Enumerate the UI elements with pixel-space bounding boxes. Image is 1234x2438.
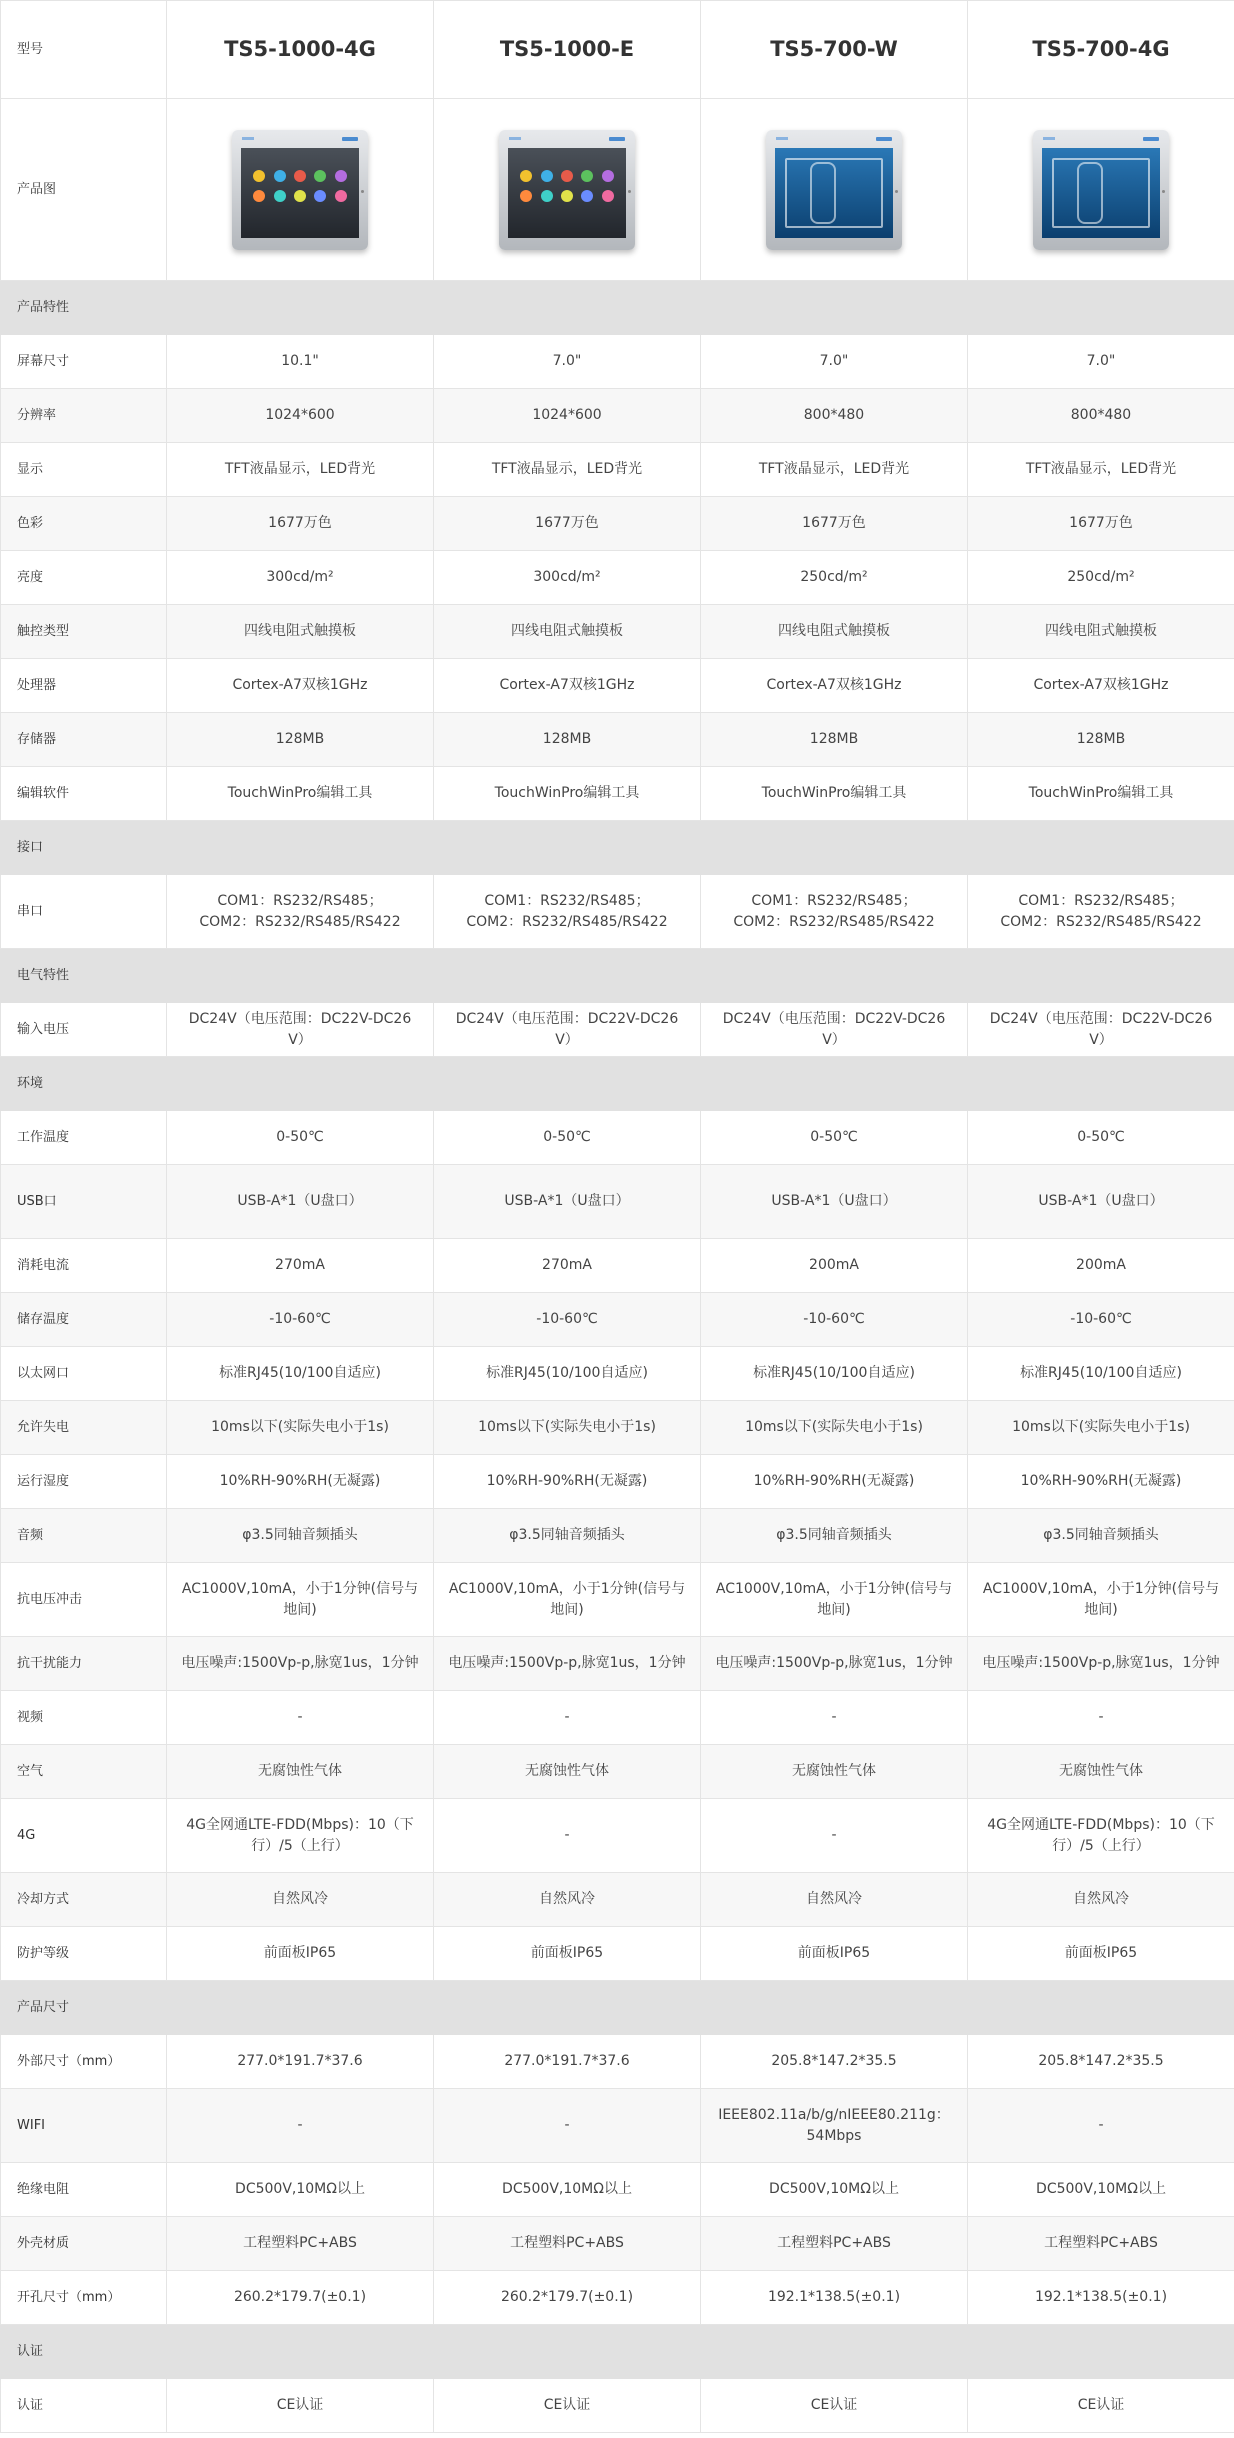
brand-mark	[242, 137, 254, 140]
row-label: 外壳材质	[1, 2217, 167, 2271]
hmi-device-icon	[1031, 126, 1171, 254]
spec-row	[1, 1239, 1234, 1293]
row-label: USB口	[1, 1165, 167, 1239]
spec-value: TFT液晶显示，LED背光	[167, 443, 434, 497]
row-label: 开孔尺寸（mm）	[1, 2271, 167, 2325]
row-label: 音频	[1, 1509, 167, 1563]
spec-value: 1024*600	[434, 389, 701, 443]
spec-value: 标准RJ45(10/100自适应)	[167, 1347, 434, 1401]
spec-value: 128MB	[167, 713, 434, 767]
spec-value: 四线电阻式触摸板	[434, 605, 701, 659]
spec-value: Cortex-A7双核1GHz	[434, 659, 701, 713]
spec-value: φ3.5同轴音频插头	[968, 1509, 1234, 1563]
row-label: 认证	[1, 2379, 167, 2433]
spec-value: 7.0"	[968, 335, 1234, 389]
row-label: 色彩	[1, 497, 167, 551]
spec-value: DC500V,10MΩ以上	[968, 2163, 1234, 2217]
spec-value: DC500V,10MΩ以上	[701, 2163, 968, 2217]
spec-value: -10-60℃	[968, 1293, 1234, 1347]
row-label: 允许失电	[1, 1401, 167, 1455]
product-image-cell	[434, 99, 701, 281]
app-icon	[541, 190, 553, 202]
spec-value: 300cd/m²	[434, 551, 701, 605]
app-icon	[335, 170, 347, 182]
process-tank	[1077, 162, 1103, 224]
spec-value: 1677万色	[701, 497, 968, 551]
spec-value: 205.8*147.2*35.5	[701, 2035, 968, 2089]
row-label: 绝缘电阻	[1, 2163, 167, 2217]
spec-row	[1, 497, 1234, 551]
status-led	[361, 190, 364, 193]
spec-value: 0-50℃	[167, 1111, 434, 1165]
row-label: WIFI	[1, 2089, 167, 2163]
spec-row	[1, 1637, 1234, 1691]
spec-value: CE认证	[434, 2379, 701, 2433]
product-image-row	[1, 99, 1234, 281]
status-led	[628, 190, 631, 193]
spec-row	[1, 389, 1234, 443]
app-icon	[520, 190, 532, 202]
spec-value: 无腐蚀性气体	[968, 1745, 1234, 1799]
spec-value: TFT液晶显示，LED背光	[434, 443, 701, 497]
spec-value: AC1000V,10mA，小于1分钟(信号与地间)	[434, 1563, 701, 1637]
row-label: 存储器	[1, 713, 167, 767]
app-icon-grid	[520, 170, 614, 202]
app-icon	[561, 190, 573, 202]
spec-value: -10-60℃	[701, 1293, 968, 1347]
spec-value: 250cd/m²	[968, 551, 1234, 605]
spec-value: -	[701, 1799, 968, 1873]
spec-value: 10ms以下(实际失电小于1s)	[434, 1401, 701, 1455]
section-header-row	[1, 2325, 1234, 2379]
spec-value: TouchWinPro编辑工具	[968, 767, 1234, 821]
brand-mark	[509, 137, 521, 140]
spec-value: -	[167, 1691, 434, 1745]
spec-value: -	[167, 2089, 434, 2163]
spec-value: -	[434, 2089, 701, 2163]
spec-value: 260.2*179.7(±0.1)	[434, 2271, 701, 2325]
row-label: 外部尺寸（mm）	[1, 2035, 167, 2089]
row-label: 储存温度	[1, 1293, 167, 1347]
brand-logo	[609, 137, 625, 141]
row-label: 分辨率	[1, 389, 167, 443]
spec-value: 128MB	[968, 713, 1234, 767]
spec-value: 1024*600	[167, 389, 434, 443]
spec-row	[1, 335, 1234, 389]
process-tank	[810, 162, 836, 224]
spec-value: Cortex-A7双核1GHz	[167, 659, 434, 713]
row-label: 编辑软件	[1, 767, 167, 821]
brand-mark	[776, 137, 788, 140]
app-icon	[541, 170, 553, 182]
spec-value: 四线电阻式触摸板	[701, 605, 968, 659]
spec-value: 前面板IP65	[968, 1927, 1234, 1981]
spec-value: 无腐蚀性气体	[701, 1745, 968, 1799]
row-label: 空气	[1, 1745, 167, 1799]
spec-value: 电压噪声:1500Vp-p,脉宽1us，1分钟	[167, 1637, 434, 1691]
app-icon	[294, 190, 306, 202]
spec-value: TouchWinPro编辑工具	[167, 767, 434, 821]
status-led	[1162, 190, 1165, 193]
spec-value: Cortex-A7双核1GHz	[701, 659, 968, 713]
section-title: 环境	[1, 1057, 1234, 1111]
spec-value: 四线电阻式触摸板	[968, 605, 1234, 659]
spec-value: 自然风冷	[701, 1873, 968, 1927]
spec-value: -10-60℃	[167, 1293, 434, 1347]
spec-value: φ3.5同轴音频插头	[167, 1509, 434, 1563]
spec-row	[1, 1927, 1234, 1981]
spec-row	[1, 1745, 1234, 1799]
spec-value: 192.1*138.5(±0.1)	[968, 2271, 1234, 2325]
spec-value: 270mA	[167, 1239, 434, 1293]
spec-value: 前面板IP65	[701, 1927, 968, 1981]
app-icon	[581, 190, 593, 202]
section-title: 产品尺寸	[1, 1981, 1234, 2035]
spec-value: DC24V（电压范围：DC22V-DC26V）	[701, 1003, 968, 1057]
spec-value: 800*480	[968, 389, 1234, 443]
spec-value: -	[968, 1691, 1234, 1745]
app-icon	[253, 190, 265, 202]
spec-row	[1, 2163, 1234, 2217]
row-label: 冷却方式	[1, 1873, 167, 1927]
model-header-row	[1, 1, 1234, 99]
section-header-row	[1, 1981, 1234, 2035]
model-name: TS5-700-4G	[968, 1, 1234, 99]
spec-value: 工程塑料PC+ABS	[968, 2217, 1234, 2271]
spec-value: DC500V,10MΩ以上	[167, 2163, 434, 2217]
spec-row	[1, 551, 1234, 605]
spec-value: -10-60℃	[434, 1293, 701, 1347]
spec-value: 工程塑料PC+ABS	[167, 2217, 434, 2271]
model-name: TS5-1000-4G	[167, 1, 434, 99]
hmi-device-icon	[764, 126, 904, 254]
spec-row	[1, 1509, 1234, 1563]
spec-value: 7.0"	[701, 335, 968, 389]
row-label: 触控类型	[1, 605, 167, 659]
device-screen	[775, 148, 893, 238]
spec-value: DC24V（电压范围：DC22V-DC26V）	[434, 1003, 701, 1057]
spec-value: 电压噪声:1500Vp-p,脉宽1us，1分钟	[434, 1637, 701, 1691]
spec-row	[1, 1293, 1234, 1347]
spec-value: 260.2*179.7(±0.1)	[167, 2271, 434, 2325]
spec-row	[1, 1455, 1234, 1509]
status-led	[895, 190, 898, 193]
spec-value: -	[434, 1799, 701, 1873]
brand-logo	[1143, 137, 1159, 141]
spec-value: COM1：RS232/RS485； COM2：RS232/RS485/RS422	[701, 875, 968, 949]
spec-value: -	[434, 1691, 701, 1745]
spec-value: 0-50℃	[701, 1111, 968, 1165]
spec-value: 0-50℃	[434, 1111, 701, 1165]
row-label: 亮度	[1, 551, 167, 605]
app-icon	[274, 170, 286, 182]
model-name: TS5-1000-E	[434, 1, 701, 99]
spec-value: 1677万色	[434, 497, 701, 551]
spec-value: AC1000V,10mA，小于1分钟(信号与地间)	[968, 1563, 1234, 1637]
brand-logo	[876, 137, 892, 141]
spec-value: 4G全网通LTE-FDD(Mbps)：10（下行）/5（上行）	[167, 1799, 434, 1873]
row-label: 型号	[1, 1, 167, 99]
spec-value: 标准RJ45(10/100自适应)	[434, 1347, 701, 1401]
spec-row	[1, 1563, 1234, 1637]
app-icon-grid	[253, 170, 347, 202]
spec-row	[1, 1003, 1234, 1057]
app-icon	[314, 190, 326, 202]
spec-value: 10ms以下(实际失电小于1s)	[968, 1401, 1234, 1455]
spec-value: CE认证	[167, 2379, 434, 2433]
spec-row	[1, 875, 1234, 949]
app-icon	[314, 170, 326, 182]
spec-value: 工程塑料PC+ABS	[701, 2217, 968, 2271]
device-bezel	[1033, 130, 1169, 250]
spec-row	[1, 2379, 1234, 2433]
spec-value: 电压噪声:1500Vp-p,脉宽1us，1分钟	[701, 1637, 968, 1691]
spec-value: 前面板IP65	[167, 1927, 434, 1981]
row-label: 消耗电流	[1, 1239, 167, 1293]
spec-value: TouchWinPro编辑工具	[434, 767, 701, 821]
spec-row	[1, 1691, 1234, 1745]
row-label: 防护等级	[1, 1927, 167, 1981]
spec-row	[1, 1347, 1234, 1401]
app-icon	[602, 190, 614, 202]
spec-value: 10.1"	[167, 335, 434, 389]
spec-row	[1, 2217, 1234, 2271]
app-icon	[294, 170, 306, 182]
spec-value: 250cd/m²	[701, 551, 968, 605]
spec-value: 128MB	[701, 713, 968, 767]
section-title: 接口	[1, 821, 1234, 875]
spec-value: CE认证	[968, 2379, 1234, 2433]
spec-value: 192.1*138.5(±0.1)	[701, 2271, 968, 2325]
app-icon	[335, 190, 347, 202]
spec-value: -	[701, 1691, 968, 1745]
spec-value: 自然风冷	[968, 1873, 1234, 1927]
spec-value: 277.0*191.7*37.6	[167, 2035, 434, 2089]
spec-value: 128MB	[434, 713, 701, 767]
spec-value: 0-50℃	[968, 1111, 1234, 1165]
hmi-device-icon	[497, 126, 637, 254]
spec-value: 1677万色	[968, 497, 1234, 551]
product-image-cell	[701, 99, 968, 281]
brand-mark	[1043, 137, 1055, 140]
spec-row	[1, 713, 1234, 767]
spec-value: USB-A*1（U盘口）	[968, 1165, 1234, 1239]
spec-value: COM1：RS232/RS485； COM2：RS232/RS485/RS422	[167, 875, 434, 949]
spec-value: 自然风冷	[167, 1873, 434, 1927]
row-label: 产品图	[1, 99, 167, 281]
spec-value: TFT液晶显示，LED背光	[701, 443, 968, 497]
section-header-row	[1, 1057, 1234, 1111]
row-label: 视频	[1, 1691, 167, 1745]
spec-value: 标准RJ45(10/100自适应)	[701, 1347, 968, 1401]
spec-value: 工程塑料PC+ABS	[434, 2217, 701, 2271]
spec-value: USB-A*1（U盘口）	[434, 1165, 701, 1239]
spec-row	[1, 767, 1234, 821]
row-label: 抗电压冲击	[1, 1563, 167, 1637]
spec-row	[1, 1401, 1234, 1455]
spec-row	[1, 2271, 1234, 2325]
app-icon	[520, 170, 532, 182]
spec-value: TFT液晶显示，LED背光	[968, 443, 1234, 497]
spec-value: 800*480	[701, 389, 968, 443]
spec-value: 200mA	[701, 1239, 968, 1293]
spec-value: 前面板IP65	[434, 1927, 701, 1981]
spec-row	[1, 2035, 1234, 2089]
app-icon	[274, 190, 286, 202]
device-screen	[241, 148, 359, 238]
spec-value: φ3.5同轴音频插头	[701, 1509, 968, 1563]
device-bezel	[232, 130, 368, 250]
spec-value: 7.0"	[434, 335, 701, 389]
app-icon	[253, 170, 265, 182]
spec-value: 205.8*147.2*35.5	[968, 2035, 1234, 2089]
row-label: 屏幕尺寸	[1, 335, 167, 389]
row-label: 串口	[1, 875, 167, 949]
row-label: 工作温度	[1, 1111, 167, 1165]
section-title: 电气特性	[1, 949, 1234, 1003]
row-label: 抗干扰能力	[1, 1637, 167, 1691]
row-label: 运行湿度	[1, 1455, 167, 1509]
spec-value: IEEE802.11a/b/g/nIEEE80.211g：54Mbps	[701, 2089, 968, 2163]
row-label: 显示	[1, 443, 167, 497]
spec-value: 无腐蚀性气体	[434, 1745, 701, 1799]
spec-value: 10%RH-90%RH(无凝露)	[434, 1455, 701, 1509]
spec-value: 270mA	[434, 1239, 701, 1293]
spec-row	[1, 1111, 1234, 1165]
hmi-device-icon	[230, 126, 370, 254]
row-label: 处理器	[1, 659, 167, 713]
spec-value: COM1：RS232/RS485； COM2：RS232/RS485/RS422	[434, 875, 701, 949]
spec-value: USB-A*1（U盘口）	[167, 1165, 434, 1239]
spec-value: 无腐蚀性气体	[167, 1745, 434, 1799]
spec-value: 277.0*191.7*37.6	[434, 2035, 701, 2089]
section-title: 认证	[1, 2325, 1234, 2379]
app-icon	[581, 170, 593, 182]
spec-value: 4G全网通LTE-FDD(Mbps)：10（下行）/5（上行）	[968, 1799, 1234, 1873]
spec-value: 10ms以下(实际失电小于1s)	[167, 1401, 434, 1455]
spec-value: Cortex-A7双核1GHz	[968, 659, 1234, 713]
spec-value: DC500V,10MΩ以上	[434, 2163, 701, 2217]
device-screen	[508, 148, 626, 238]
brand-logo	[342, 137, 358, 141]
spec-value: 10ms以下(实际失电小于1s)	[701, 1401, 968, 1455]
spec-value: 1677万色	[167, 497, 434, 551]
section-header-row	[1, 949, 1234, 1003]
device-bezel	[499, 130, 635, 250]
app-icon	[561, 170, 573, 182]
spec-value: 四线电阻式触摸板	[167, 605, 434, 659]
spec-value: 10%RH-90%RH(无凝露)	[968, 1455, 1234, 1509]
spec-value: 电压噪声:1500Vp-p,脉宽1us，1分钟	[968, 1637, 1234, 1691]
section-header-row	[1, 821, 1234, 875]
row-label: 输入电压	[1, 1003, 167, 1057]
spec-row	[1, 443, 1234, 497]
spec-value: 200mA	[968, 1239, 1234, 1293]
spec-value: AC1000V,10mA，小于1分钟(信号与地间)	[701, 1563, 968, 1637]
device-bezel	[766, 130, 902, 250]
spec-value: DC24V（电压范围：DC22V-DC26V）	[968, 1003, 1234, 1057]
spec-value: AC1000V,10mA，小于1分钟(信号与地间)	[167, 1563, 434, 1637]
spec-row	[1, 2089, 1234, 2163]
spec-value: COM1：RS232/RS485； COM2：RS232/RS485/RS422	[968, 875, 1234, 949]
product-image-cell	[167, 99, 434, 281]
spec-value: CE认证	[701, 2379, 968, 2433]
spec-row	[1, 1165, 1234, 1239]
spec-row	[1, 1873, 1234, 1927]
spec-value: -	[968, 2089, 1234, 2163]
spec-value: 300cd/m²	[167, 551, 434, 605]
spec-value: TouchWinPro编辑工具	[701, 767, 968, 821]
spec-value: φ3.5同轴音频插头	[434, 1509, 701, 1563]
spec-value: DC24V（电压范围：DC22V-DC26V）	[167, 1003, 434, 1057]
device-screen	[1042, 148, 1160, 238]
app-icon	[602, 170, 614, 182]
spec-value: 标准RJ45(10/100自适应)	[968, 1347, 1234, 1401]
spec-value: 10%RH-90%RH(无凝露)	[167, 1455, 434, 1509]
row-label: 4G	[1, 1799, 167, 1873]
model-name: TS5-700-W	[701, 1, 968, 99]
spec-row	[1, 659, 1234, 713]
product-image-cell	[968, 99, 1234, 281]
spec-value: 10%RH-90%RH(无凝露)	[701, 1455, 968, 1509]
row-label: 以太网口	[1, 1347, 167, 1401]
section-header-row	[1, 281, 1234, 335]
spec-value: 自然风冷	[434, 1873, 701, 1927]
spec-row	[1, 1799, 1234, 1873]
section-title: 产品特性	[1, 281, 1234, 335]
spec-row	[1, 605, 1234, 659]
spec-value: USB-A*1（U盘口）	[701, 1165, 968, 1239]
